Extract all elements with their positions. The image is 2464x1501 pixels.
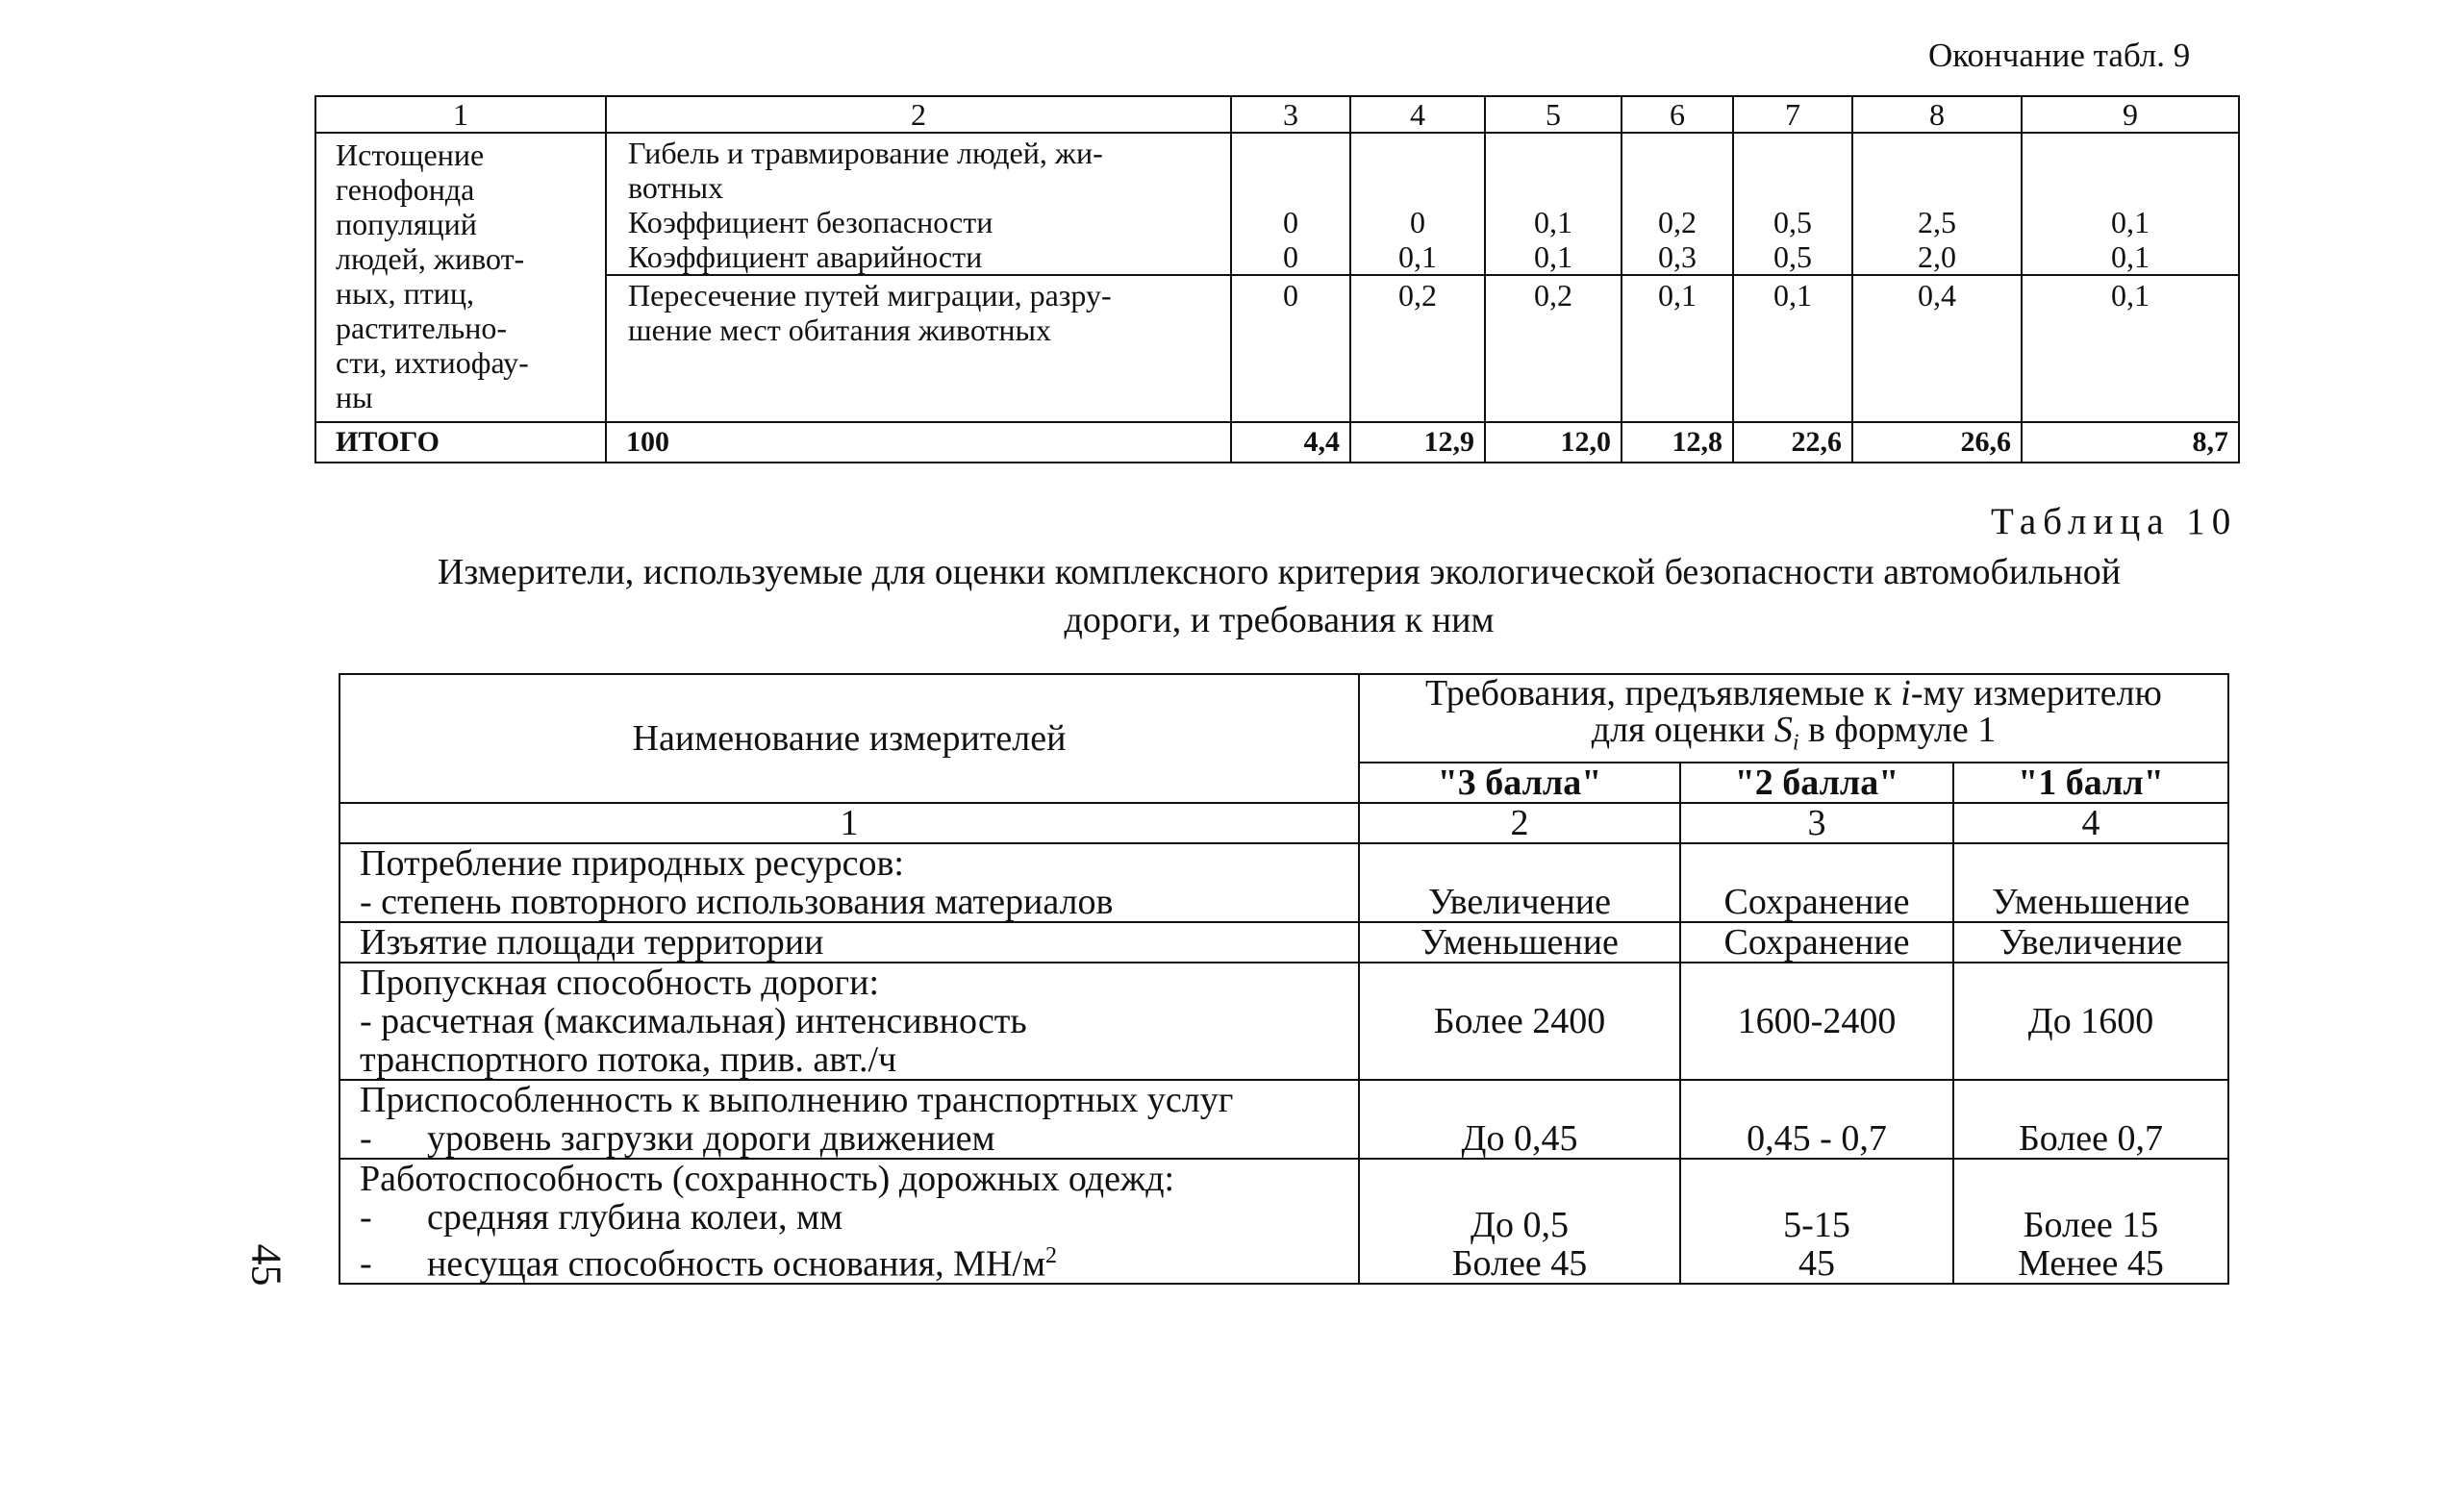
measure-name-cell: [339, 1080, 1359, 1159]
title-line: дороги, и требования к ним: [1064, 600, 1495, 640]
value-cell: [2022, 133, 2239, 275]
header-cell: 8: [1852, 96, 2022, 133]
group-label-cell: [315, 133, 606, 422]
header-cell: 5: [1485, 96, 1622, 133]
measure-line: [360, 1237, 1358, 1284]
table-row: [315, 133, 2239, 275]
measure-line: [360, 1198, 1358, 1237]
measure-name-header: Наименование измерителей: [339, 674, 1359, 803]
column-number: 2: [1359, 803, 1680, 843]
value-cell: [1680, 1159, 1953, 1285]
value: Более 45: [1451, 1243, 1588, 1285]
page-number: 45: [242, 1243, 290, 1287]
group-label-line: сти, ихтиофау-: [336, 345, 529, 380]
value-cell: 0,4: [1852, 275, 2022, 422]
table-10-title: [337, 548, 2222, 644]
header-cell: 7: [1733, 96, 1852, 133]
req-text: для оценки: [1591, 710, 1774, 750]
value: 0,3: [1658, 239, 1697, 274]
value-cell: [1350, 133, 1485, 275]
header-cell: 2: [606, 96, 1231, 133]
value: 0,2: [1658, 205, 1697, 239]
value: 0: [1410, 205, 1425, 239]
measure-line: Работоспособность (сохранность) дорожных одежд:: [360, 1158, 1175, 1199]
description-line: Пересечение путей миграции, разру-: [628, 278, 1112, 313]
value: 0,5: [1773, 239, 1812, 274]
bullet-dash: -: [360, 1196, 372, 1238]
unit-superscript: 2: [1045, 1242, 1057, 1268]
measure-subline: средняя глубина колеи, мм: [427, 1196, 843, 1238]
measure-name-cell: Изъятие площади территории: [339, 922, 1359, 963]
value-cell: [1953, 1159, 2228, 1285]
req-text: в формуле 1: [1798, 710, 1997, 750]
measure-name-cell: [339, 963, 1359, 1080]
value: 2,0: [1918, 239, 1956, 274]
value-cell: Более 0,7: [1953, 1080, 2228, 1159]
description-cell: [606, 133, 1231, 275]
score-header: "2 балла": [1680, 763, 1953, 803]
value: 0: [1283, 205, 1298, 239]
header-cell: 9: [2022, 96, 2239, 133]
title-line: Измерители, используемые для оценки комплексного критерия экологической безопасности автомобильной: [437, 552, 2122, 592]
group-label-line: ных, птиц,: [336, 276, 474, 311]
table-row: [339, 1159, 2228, 1285]
continuation-label: Окончание табл. 9: [1928, 37, 2191, 74]
measure-name-cell: [339, 1159, 1359, 1285]
value: Менее 45: [2018, 1243, 2164, 1285]
table-9-continuation: [314, 95, 2240, 463]
value-cell: 0,1: [2022, 275, 2239, 422]
value: 0,1: [1398, 239, 1437, 274]
value-cell: Сохранение: [1680, 843, 1953, 922]
table-row: [339, 963, 2228, 1080]
value-cell: [1852, 133, 2022, 275]
total-value: 12,8: [1622, 422, 1733, 463]
description-line: шение мест обитания животных: [628, 313, 1051, 347]
column-number: 4: [1953, 803, 2228, 843]
measure-line: Приспособленность к выполнению транспортных услуг: [360, 1079, 1234, 1120]
measure-line: - расчетная (максимальная) интенсивность: [360, 1000, 1027, 1041]
value-cell: [1359, 1159, 1680, 1285]
table-header-row: [339, 674, 2228, 763]
header-cell: 6: [1622, 96, 1733, 133]
value: 5-15: [1783, 1205, 1850, 1246]
value: 0: [1283, 239, 1298, 274]
requirements-header: [1359, 674, 2228, 763]
table-row: [339, 1080, 2228, 1159]
header-cell: 4: [1350, 96, 1485, 133]
value-cell: 0,2: [1350, 275, 1485, 422]
description-line: Коэффициент безопасности: [628, 205, 993, 239]
value-cell: До 1600: [1953, 963, 2228, 1080]
value: 0,1: [2111, 205, 2150, 239]
group-label-line: растительно-: [336, 311, 508, 345]
value: 0,5: [1773, 205, 1812, 239]
group-label-line: генофонда: [336, 172, 475, 207]
value-cell: Уменьшение: [1953, 843, 2228, 922]
req-subscript: i: [1792, 730, 1799, 756]
value-cell: [1622, 133, 1733, 275]
measure-line: [360, 1119, 1358, 1158]
value-cell: 0,1: [1622, 275, 1733, 422]
measure-subline: уровень загрузки дороги движением: [427, 1117, 995, 1159]
total-value: 26,6: [1852, 422, 2022, 463]
value: 0,1: [2111, 239, 2150, 274]
bullet-dash: -: [360, 1117, 372, 1159]
measure-name-cell: [339, 843, 1359, 922]
measure-line: транспортного потока, прив. авт./ч: [360, 1038, 897, 1080]
measure-line: Потребление природных ресурсов:: [360, 842, 904, 884]
total-value: 12,9: [1350, 422, 1485, 463]
bullet-dash: -: [360, 1243, 372, 1285]
value: 0,1: [1534, 239, 1572, 274]
req-text: -му измерителю: [1910, 673, 2162, 713]
value-cell: 1600-2400: [1680, 963, 1953, 1080]
measure-line: - степень повторного использования материалов: [360, 881, 1114, 922]
measure-line: Пропускная способность дороги:: [360, 962, 880, 1003]
description-cell: [606, 275, 1231, 422]
value-cell: 0,1: [1733, 275, 1852, 422]
req-text: Требования, предъявляемые к: [1425, 673, 1901, 713]
value: 0,1: [1534, 205, 1572, 239]
value-cell: Увеличение: [1953, 922, 2228, 963]
group-label-line: Истощение: [336, 138, 485, 172]
total-value: 12,0: [1485, 422, 1622, 463]
value-cell: 0,2: [1485, 275, 1622, 422]
group-label-line: людей, живот-: [336, 241, 525, 276]
req-index: i: [1900, 673, 1911, 713]
value: 45: [1798, 1243, 1835, 1285]
score-header: "3 балла": [1359, 763, 1680, 803]
value-cell: 0: [1231, 275, 1350, 422]
value-cell: Уменьшение: [1359, 922, 1680, 963]
total-col2: 100: [606, 422, 1231, 463]
requirements-line: [1360, 675, 2227, 712]
requirements-line: [1360, 712, 2227, 762]
total-label: ИТОГО: [315, 422, 606, 463]
value-cell: [1733, 133, 1852, 275]
header-cell: 3: [1231, 96, 1350, 133]
total-value: 8,7: [2022, 422, 2239, 463]
table-row: [339, 843, 2228, 922]
table-row: [339, 922, 2228, 963]
description-line: Гибель и травмирование людей, жи-: [628, 136, 1103, 170]
req-symbol: S: [1773, 710, 1793, 750]
group-label-line: ны: [336, 380, 373, 414]
value: 2,5: [1918, 205, 1956, 239]
table-header-row: [315, 96, 2239, 133]
value: Более 15: [2023, 1205, 2159, 1246]
column-number: 3: [1680, 803, 1953, 843]
value-cell: [1485, 133, 1622, 275]
value-cell: До 0,45: [1359, 1080, 1680, 1159]
value-cell: Более 2400: [1359, 963, 1680, 1080]
value-cell: Сохранение: [1680, 922, 1953, 963]
score-header: "1 балл": [1953, 763, 2228, 803]
group-label-line: популяций: [336, 207, 477, 241]
measure-subline: несущая способность основания, МН/м: [427, 1243, 1045, 1285]
column-number-row: [339, 803, 2228, 843]
value-cell: Увеличение: [1359, 843, 1680, 922]
total-value: 22,6: [1733, 422, 1852, 463]
value: До 0,5: [1471, 1205, 1569, 1246]
description-line: Коэффициент аварийности: [628, 239, 983, 274]
table-10-label: Таблица 10: [1991, 501, 2238, 542]
column-number: 1: [339, 803, 1359, 843]
table-10: [339, 673, 2229, 1285]
value-cell: [1231, 133, 1350, 275]
description-line: вотных: [628, 170, 724, 205]
value-cell: 0,45 - 0,7: [1680, 1080, 1953, 1159]
total-row: [315, 422, 2239, 463]
header-cell: 1: [315, 96, 606, 133]
total-value: 4,4: [1231, 422, 1350, 463]
